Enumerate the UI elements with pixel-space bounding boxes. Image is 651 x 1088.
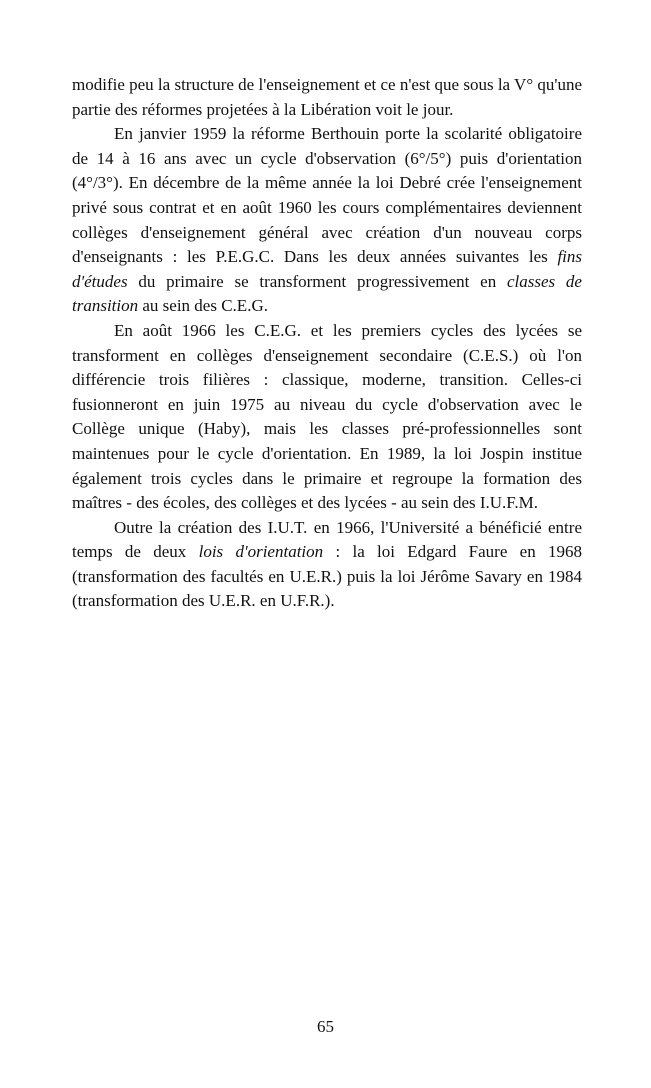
paragraph-text: : la loi Edgard Faure en 1968 (transformation des facultés en U.E.R.) puis la loi Jérôme Savary en 1984 (transformation des U.E.R. en U.F.R.).	[72, 542, 583, 611]
paragraph-text: au sein des C.E.G.	[138, 296, 268, 316]
paragraph-ces-1966	[72, 319, 582, 516]
paragraph-university	[72, 516, 582, 614]
paragraph-text: du primaire se transforment progressivement en	[127, 271, 507, 291]
paragraph-text: modifie peu la structure de l'enseignement et ce n'est que sous la V° qu'une partie des réformes projetées à la Libération voit le jour.	[72, 75, 582, 119]
body-text	[72, 73, 582, 614]
paragraph-berthouin-reform	[72, 122, 582, 319]
italic-term: fins d'études	[72, 247, 582, 291]
paragraph-continuation	[72, 73, 582, 122]
italic-term: classes de transition	[72, 271, 582, 316]
paragraph-text: Outre la création des I.U.T. en 1966, l'Université a bénéficié entre temps de deux	[72, 517, 582, 562]
paragraph-text: En janvier 1959 la réforme Berthouin porte la scolarité obligatoire de 14 à 16 ans avec un cycle d'observation (6°/5°) puis d'orientation (4°/3°). En décembre de la même année la loi Debré crée l'enseignement privé sous contrat et en août 1960 les cours complémentaires deviennent collèges d'enseignement général avec création d'un nouveau corps d'enseignants : les P.E.G.C. Dans les deux années suivantes les	[72, 124, 582, 267]
page-number: 65	[317, 1017, 334, 1036]
italic-term: lois d'orientation	[198, 542, 324, 562]
paragraph-text: En août 1966 les C.E.G. et les premiers cycles des lycées se transforment en collèges d'enseignement secondaire (C.E.S.) où l'on différencie trois filières : classique, moderne, transition. Celles-ci fusionneront en juin 1975 au niveau du cycle d'observation avec le Collège unique (Haby), mais les classes pré-professionnelles sont maintenues pour le cycle d'orientation. En 1989, la loi Jospin institue également trois cycles dans le primaire et regroupe la formation des maîtres - des écoles, des collèges et des lycées - au sein des I.U.F.M.	[72, 320, 582, 513]
